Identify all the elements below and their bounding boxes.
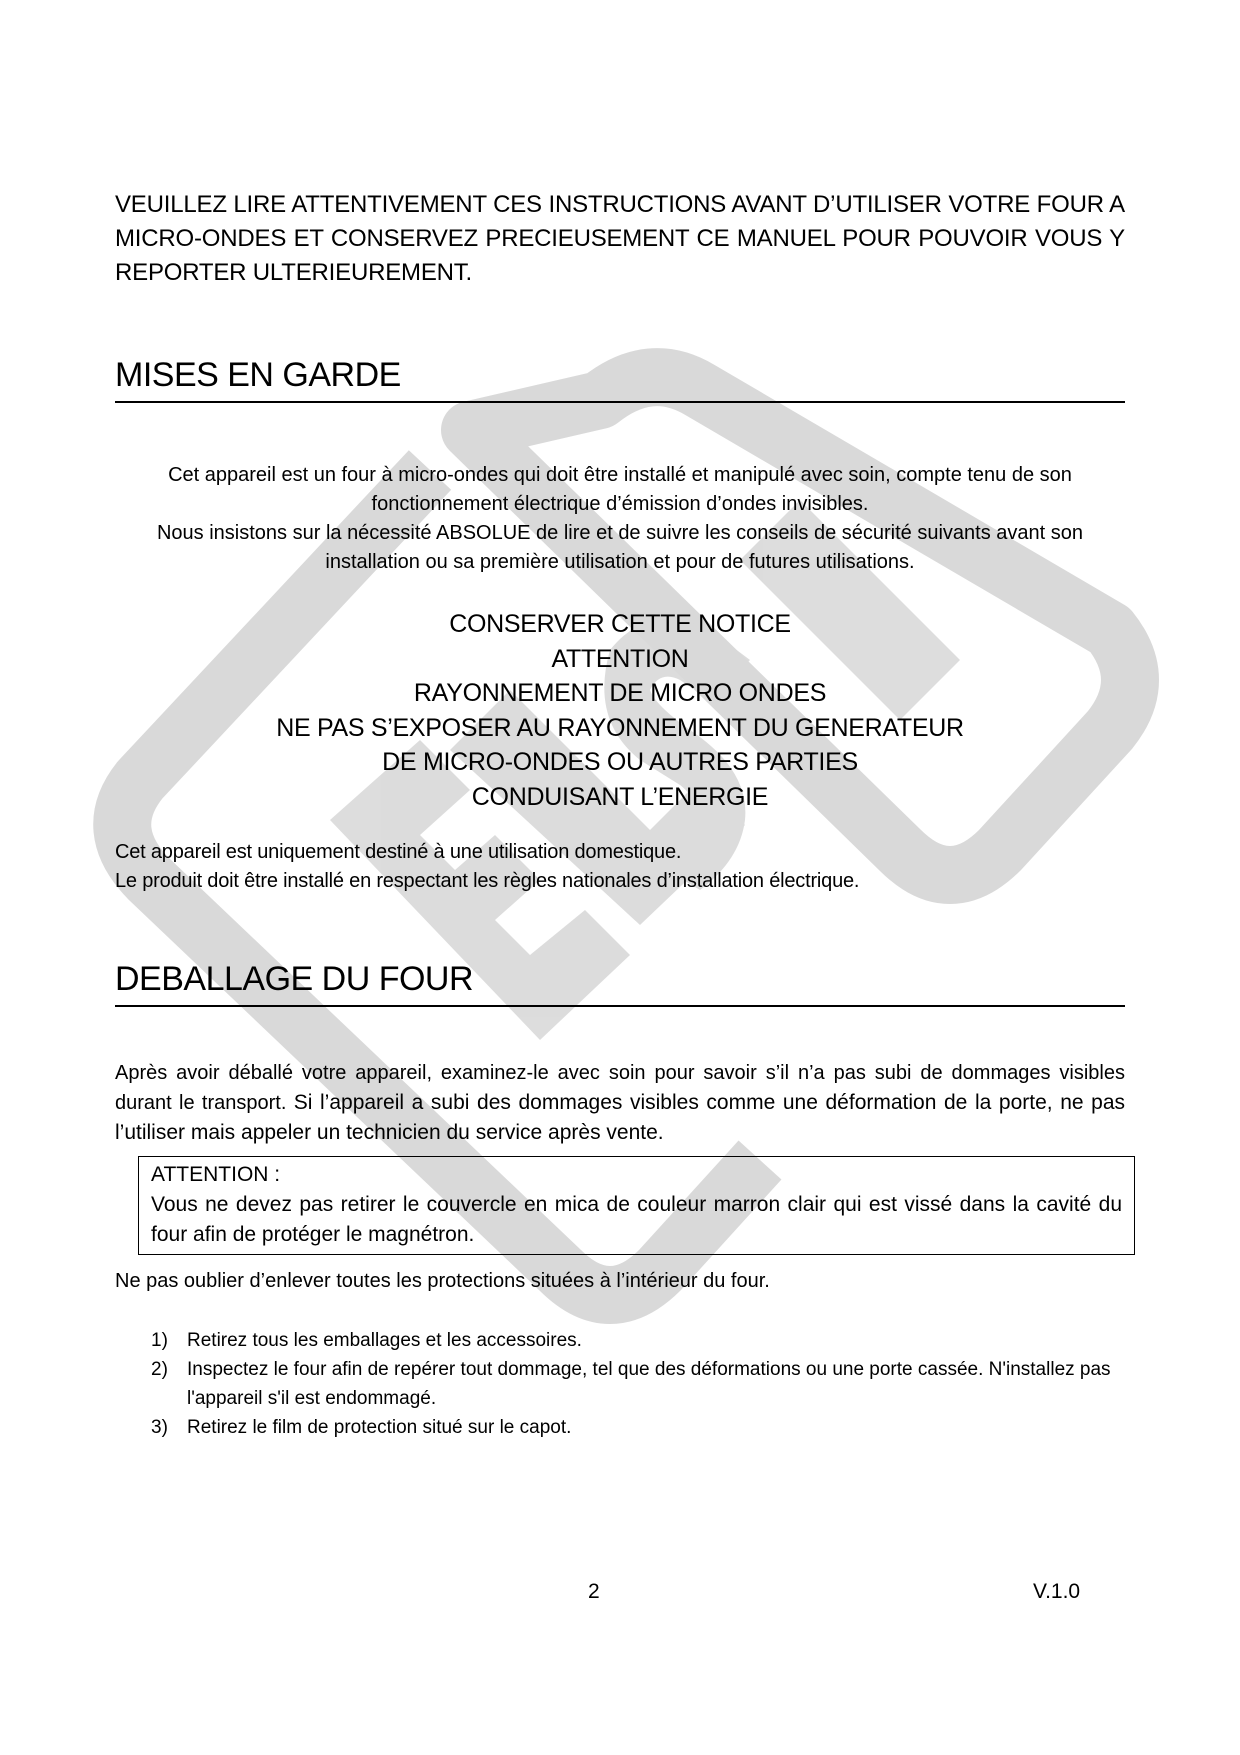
attention-box-title: ATTENTION :: [151, 1163, 281, 1186]
list-item: [115, 1413, 1125, 1442]
notice-line: ATTENTION: [551, 644, 689, 673]
section-title-deballage: DEBALLAGE DU FOUR: [115, 960, 1125, 1007]
step-number: 3): [151, 1417, 168, 1438]
page-number: 2: [588, 1580, 600, 1603]
step-number: 1): [151, 1330, 168, 1351]
list-item: [115, 1355, 1125, 1413]
warning-line-2: Nous insistons sur la nécessité ABSOLUE de lire et de suivre les conseils de sécurité suivants avant son installation ou sa première utilisation et pour de futures utilisations.: [156, 522, 1083, 573]
attention-box-body: Vous ne devez pas retirer le couvercle en mica de couleur marron clair qui est vissé dans la cavité du four afin de protéger le magnétron.: [151, 1193, 1122, 1246]
warning-line-1: Cet appareil est un four à micro-ondes qui doit être installé et manipulé avec soin, compte tenu de son fonctionnement électrique d’émission d’ondes invisibles.: [168, 464, 1072, 515]
safety-warning-paragraph: [115, 461, 1125, 577]
notice-line: CONDUISANT L’ENERGIE: [471, 782, 769, 811]
unpacking-emphasis-text: Si l’appareil a subi des dommages visibles comme une déformation de la porte, ne pas l’utiliser mais appeler un technicien du service après vente.: [115, 1091, 1126, 1144]
intro-paragraph: VEUILLEZ LIRE ATTENTIVEMENT CES INSTRUCTIONS AVANT D’UTILISER VOTRE FOUR A MICRO-ONDES ET CONSERVEZ PRECIEUSEMENT CE MANUEL POUR POUVOIR VOUS Y REPORTER ULTERIEUREMENT.: [115, 191, 1125, 286]
list-item: [115, 1326, 1125, 1355]
notice-line: NE PAS S’EXPOSER AU RAYONNEMENT DU GENERATEUR: [276, 713, 964, 742]
version-label: V.1.0: [1033, 1580, 1081, 1603]
installation-text: Le produit doit être installé en respectant les règles nationales d’installation électrique.: [115, 870, 860, 892]
unpacking-steps-list: [115, 1326, 1125, 1442]
step-number: 2): [151, 1359, 168, 1380]
notice-block: [115, 607, 1125, 814]
domestic-use-text: Cet appareil est uniquement destiné à une utilisation domestique.: [115, 841, 682, 863]
step-text: Retirez tous les emballages et les accessoires.: [187, 1330, 582, 1351]
section-title-mises-en-garde: MISES EN GARDE: [115, 356, 1125, 403]
notice-line: CONSERVER CETTE NOTICE: [449, 610, 791, 638]
unpacking-paragraph: [115, 1059, 1125, 1148]
attention-box: [138, 1156, 1135, 1255]
unpacking-normal-text: Après avoir déballé votre appareil, examinez-le avec soin pour savoir s’il n’a pas subi de dommages visibles durant le transport.: [115, 1062, 1125, 1114]
step-text: Inspectez le four afin de repérer tout dommage, tel que des déformations ou une porte cassée. N'installez pas l'appareil s'il est endommagé.: [187, 1359, 1111, 1409]
notice-line: RAYONNEMENT DE MICRO ONDES: [413, 679, 827, 707]
step-text: Retirez le film de protection situé sur le capot.: [187, 1417, 572, 1438]
protection-reminder: Ne pas oublier d’enlever toutes les protections situées à l’intérieur du four.: [115, 1270, 770, 1292]
notice-line: DE MICRO-ONDES OU AUTRES PARTIES: [382, 748, 858, 776]
page-content: [115, 188, 1125, 1442]
